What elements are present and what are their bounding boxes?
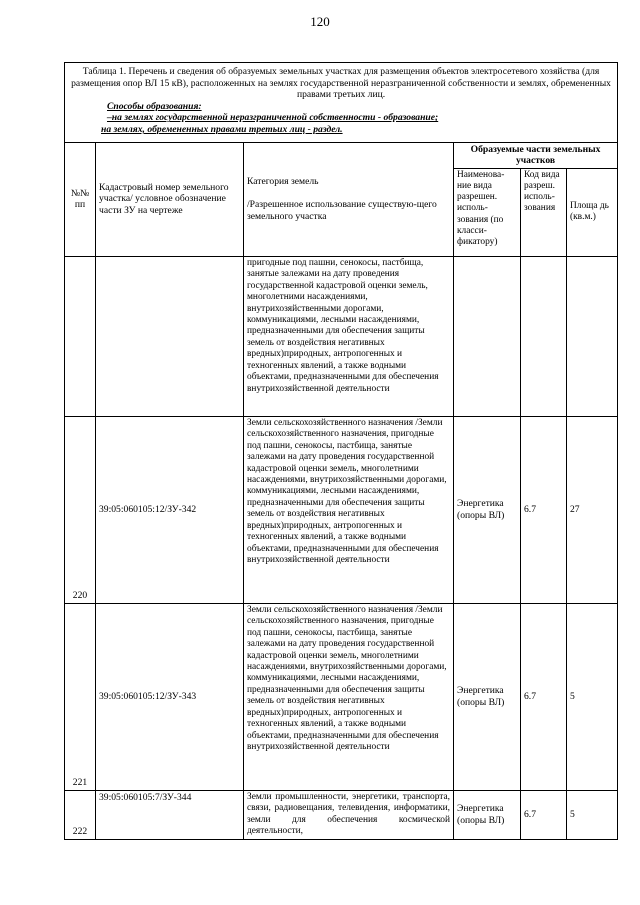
row-use-code: 6.7 xyxy=(521,790,567,839)
header-use-name: Наименова-ние вида разрешен. исполь-зования (по класси-фикатору) xyxy=(454,168,521,256)
land-plots-table xyxy=(64,62,618,840)
method-formation: –на землях государственной неразграниченной собственности - образование; xyxy=(107,112,439,124)
header-category: Категория земель /Разрешенное использование существую-щего земельного участка xyxy=(244,142,454,256)
header-group: Образуемые части земельных участков xyxy=(454,142,618,168)
row-num: 221 xyxy=(65,603,96,790)
row-cadastral: 39:05:060105:12/ЗУ-343 xyxy=(96,603,244,790)
row-cadastral xyxy=(96,256,244,416)
page-number: 120 xyxy=(310,14,330,29)
row-category: пригодные под пашни, сенокосы, пастбища, занятые залежами на дату проведения государственной кадастровой оценки земель, многолетними насаждениями, внутрихозяйственными дорогами, коммуникациями, лесными насаждениями, предназначенными для обеспечения защиты земель от воздействия негативных вредных)природных, антропогенных и техногенных явлений, а также водными объектами, предназначенными для обеспечения внутрихозяйственной деятельности xyxy=(244,256,454,416)
row-category: Земли сельскохозяйственного назначения /Земли сельскохозяйственного назначения, пригодные под пашни, сенокосы, пастбища, занятые залежами на дату проведения государственной кадастровой оценки земель, многолетними насаждениями, внутрихозяйственными дорогами, коммуникациями, лесными насаждениями, предназначенными для обеспечения защиты земель от воздействия негативных вредных)природных, антропогенных и техногенных явлений, а также водными объектами, предназначенными для обеспечения внутрихозяйственной деятельности xyxy=(244,416,454,603)
row-area: 5 xyxy=(567,790,618,839)
header-use-code: Код вида разреш. исполь-зования xyxy=(521,168,567,256)
table-caption: Таблица 1. Перечень и сведения об образуемых земельных участках для размещения объектов электросетевого хозяйства (для размещения опор ВЛ 15 кВ), расположенных на землях государственной неразграниченной собственности и землях, обремененных правами третьих лиц. xyxy=(71,66,611,101)
row-num xyxy=(65,256,96,416)
row-cadastral: 39:05:060105:7/ЗУ-344 xyxy=(96,790,244,839)
row-use-name: Энергетика (опоры ВЛ) xyxy=(454,790,521,839)
row-area xyxy=(567,256,618,416)
row-area: 27 xyxy=(567,416,618,603)
row-category: Земли промышленности, энергетики, транспорта, связи, радиовещания, телевидения, информатики, земли для обеспечения космической деятельности, xyxy=(244,790,454,839)
row-category: Земли сельскохозяйственного назначения /Земли сельскохозяйственного назначения, пригодные под пашни, сенокосы, пастбища, занятые залежами на дату проведения государственной кадастровой оценки земель, многолетними насаждениями, внутрихозяйственными дорогами, коммуникациями, лесными насаждениями, предназначенными для обеспечения защиты земель от воздействия негативных вредных)природных, антропогенных и техногенных явлений, а также водными объектами, предназначенными для обеспечения внутрихозяйственной деятельности xyxy=(244,603,454,790)
row-use-code: 6.7 xyxy=(521,603,567,790)
header-row-1 xyxy=(65,142,618,168)
row-use-code xyxy=(521,256,567,416)
table-row xyxy=(65,603,618,790)
row-use-name: Энергетика (опоры ВЛ) xyxy=(454,603,521,790)
header-cadastral: Кадастровый номер земельного участка/ условное обозначение части ЗУ на чертеже xyxy=(96,142,244,256)
row-num: 222 xyxy=(65,790,96,839)
methods-label: Способы образования: xyxy=(107,100,202,112)
header-num: №№ пп xyxy=(65,142,96,256)
table-row xyxy=(65,790,618,839)
row-area: 5 xyxy=(567,603,618,790)
header-area: Площа дь (кв.м.) xyxy=(567,168,618,256)
row-use-name: Энергетика (опоры ВЛ) xyxy=(454,416,521,603)
caption-cell xyxy=(65,63,618,143)
row-use-name xyxy=(454,256,521,416)
caption-row xyxy=(65,63,618,143)
row-num: 220 xyxy=(65,416,96,603)
table-row xyxy=(65,416,618,603)
row-cadastral: 39:05:060105:12/ЗУ-342 xyxy=(96,416,244,603)
table-row xyxy=(65,256,618,416)
row-use-code: 6.7 xyxy=(521,416,567,603)
method-division: на землях, обремененных правами третьих лиц - раздел. xyxy=(101,123,343,135)
